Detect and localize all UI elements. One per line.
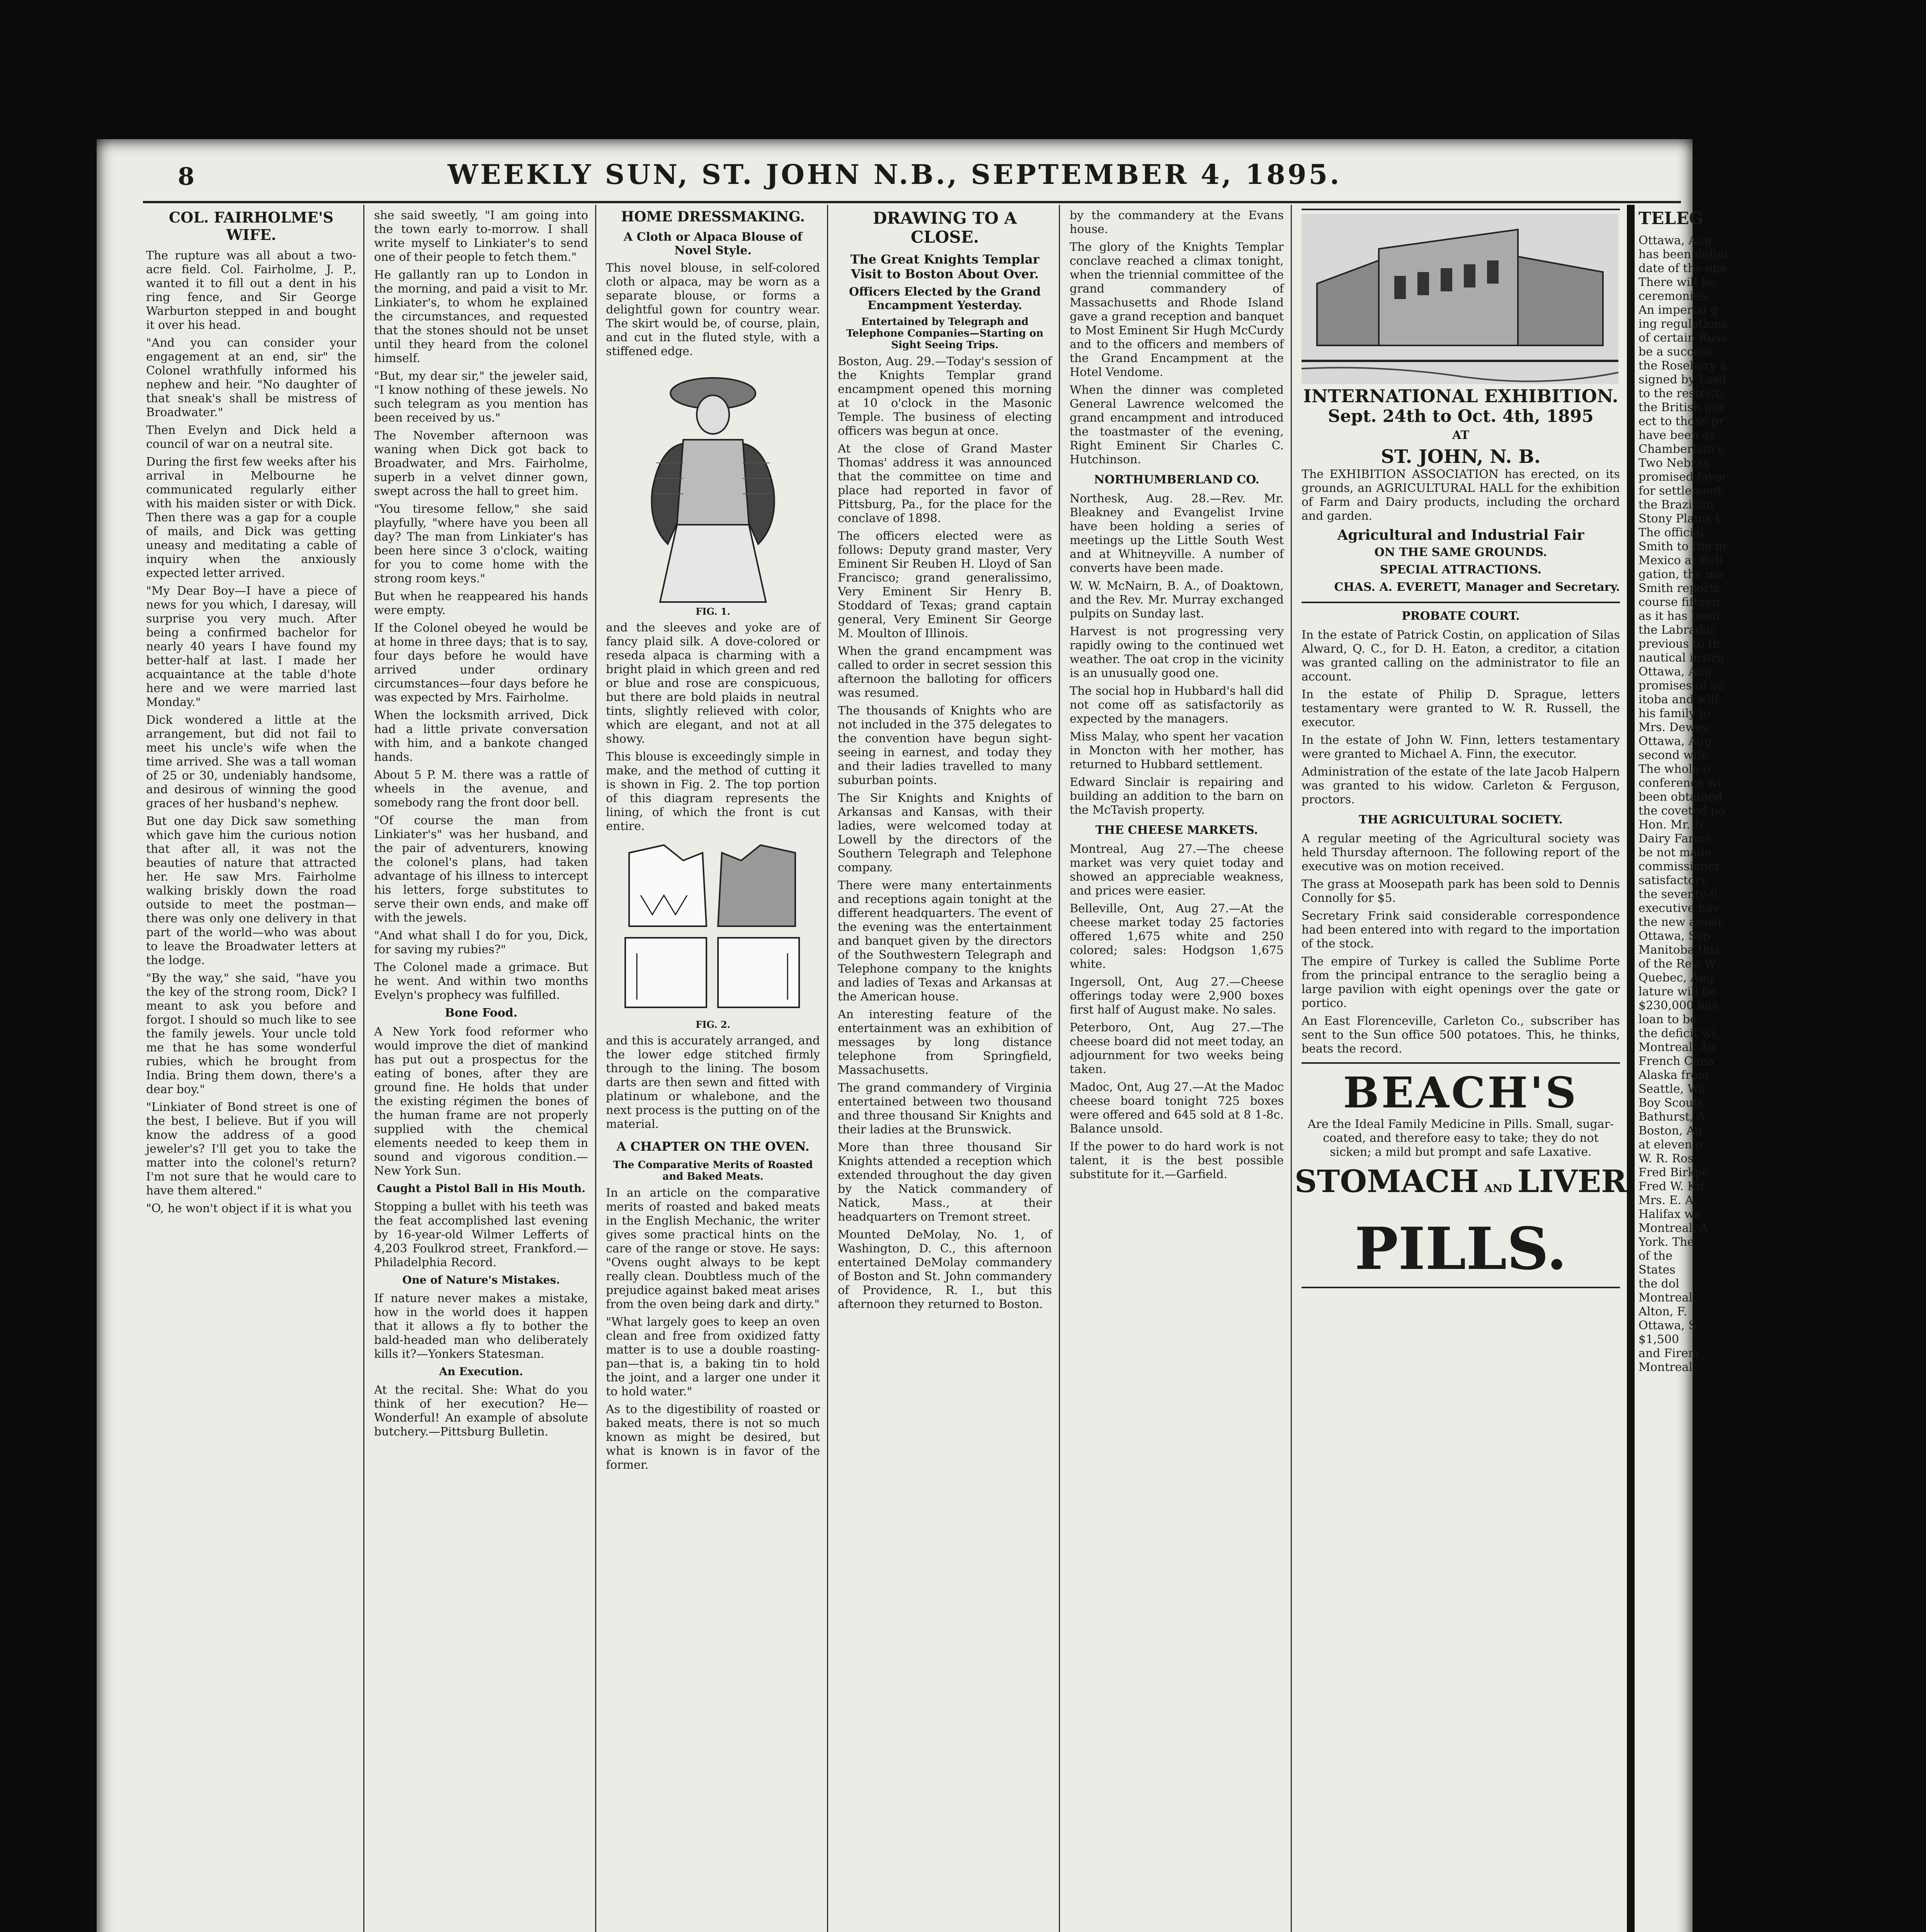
- article-paragraph: "Of course the man from Linkiater's" was her husband, and the pair of adventurers, knowing the colonel's plans, had taken advantage of his illness to intercept his letters, forge substitutes to serve their own ends, and make off with the jewels.: [374, 814, 588, 925]
- partial-line: An imperial g: [1638, 303, 1718, 317]
- article-paragraph: This blouse is exceedingly simple in make, and the method of cutting it is shown in Fig. 2. The top portion of this diagram represents the lining, of which the front is cut entire.: [606, 750, 820, 833]
- section-heading: One of Nature's Mistakes.: [402, 1274, 560, 1286]
- article-paragraph: A New York food reformer who would improve the diet of mankind has put out a prospectus for the eating of bones, after they are ground fine. He holds that under the existing régimen the bones of the human frame are not properly supplied with the chemical elements needed to keep them in sound and vigorous condition.—New York Sun.: [374, 1025, 588, 1178]
- article-paragraph: The empire of Turkey is called the Sublime Porte from the principal entrance to the seraglio being a large pavilion with eight openings over the gate or portico.: [1302, 955, 1620, 1010]
- partial-line: $1,500: [1638, 1333, 1679, 1346]
- partial-line: be a success,: [1638, 345, 1716, 359]
- column-7-partial: [1638, 209, 1728, 1932]
- article-paragraph: "O, he won't object if it is what you: [146, 1202, 352, 1215]
- section-heading: Caught a Pistol Ball in His Mouth.: [377, 1182, 585, 1195]
- article-paragraph: In the estate of Philip D. Sprague, letters testamentary were granted to W. R. Russell, the executor.: [1302, 688, 1620, 729]
- section-heading: THE AGRICULTURAL SOCIETY.: [1359, 813, 1563, 827]
- partial-lines: [1638, 234, 1728, 1374]
- article-paragraph: The grand commandery of Virginia entertained between two thousand and three thousand Sir Knights and their ladies at the Brunswick.: [838, 1081, 1052, 1136]
- exhibition-advertisement: [1302, 209, 1620, 603]
- partial-line: of the Rev. W: [1638, 957, 1717, 971]
- section-heading: THE CHEESE MARKETS.: [1095, 823, 1258, 837]
- article-paragraph: The Sir Knights and Knights of Arkansas and Kansas, with their ladies, were welcomed today at Lowell by the directors of the Southern Telegraph and Telephone company.: [838, 791, 1052, 874]
- partial-line: Manitoba this: [1638, 943, 1720, 957]
- partial-line: W. R. Ros: [1638, 1152, 1694, 1165]
- article-paragraph: Dick wondered a little at the arrangement, but did not fail to meet his uncle's wife when the time arrived. She was a tall woman of 25 or 30, undeniably handsome, and desirous of winning the good graces of her husband's nephew.: [146, 713, 356, 810]
- partial-line: the Brazilian: [1638, 498, 1714, 512]
- partial-line: French Cana: [1638, 1054, 1714, 1068]
- partial-line: promised favor: [1638, 470, 1727, 484]
- masthead: [97, 139, 1693, 197]
- article-paragraph: "Linkiater of Bond street is one of the best, I believe. But if you will know the address of a good jeweler's? I'll get you to take the matter into the colonel's return? I'm not sure that he would care to have them altered.": [146, 1100, 356, 1197]
- article-paragraph: At the recital. She: What do you think of her execution? He—Wonderful! An example of absolute butchery.—Pittsburg Bulletin.: [374, 1383, 588, 1439]
- article-paragraph: The thousands of Knights who are not included in the 375 delegates to the convention have begun sight-seeing in earnest, and today they and their ladies travelled to many suburban points.: [838, 704, 1052, 787]
- article-subheading: The Comparative Merits of Roasted and Baked Meats.: [613, 1159, 813, 1182]
- article-paragraph: Miss Malay, who spent her vacation in Moncton with her mother, has returned to Hubbard settlement.: [1070, 730, 1284, 771]
- article-paragraph: "And you can consider your engagement at an end, sir" the Colonel wrathfully informed his nephew and heir. "No daughter of that sneak's shall be mistress of Broadwater.": [146, 336, 356, 419]
- beach-stomach: STOMACH: [1295, 1163, 1479, 1199]
- article-paragraph: Madoc, Ont, Aug 27.—At the Madoc cheese board tonight 725 boxes were offered and 645 sold at 8 1-8c. Balance unsold.: [1070, 1080, 1284, 1136]
- partial-line: Chamberlain's: [1638, 442, 1724, 456]
- article-paragraph: "You tiresome fellow," she said playfully, "where have you been all day? The man from Linkiater's has been here since 3 o'clock, waiting for you to come home with the strong room keys.": [374, 502, 588, 585]
- partial-line: gation, the mo: [1638, 568, 1724, 581]
- column-rule: [1291, 205, 1292, 1932]
- partial-line: commissioner: [1638, 860, 1720, 873]
- exhibition-dates: Sept. 24th to Oct. 4th, 1895: [1328, 406, 1594, 426]
- partial-line: Boston, Au: [1638, 1124, 1702, 1138]
- article-paragraph: and this is accurately arranged, and the lower edge stitched firmly through to the lining. The bosom darts are then sewn and fitted with platinum or whalebone, and the next process is the putting on of the material.: [606, 1034, 820, 1131]
- article-paragraph: During the first few weeks after his arrival in Melbourne he communicated regularly either with his maiden sister or with Dick. Then there was a gap for a couple of mails, and Dick was getting uneasy and meditating a cable of inquiry when the anxiously expected letter arrived.: [146, 455, 356, 580]
- partial-line: Mexico at Bell: [1638, 554, 1723, 567]
- article-paragraph: In the estate of John W. Finn, letters testamentary were granted to Michael A. Finn, the executor.: [1302, 733, 1620, 761]
- partial-line: to the restricti: [1638, 387, 1724, 400]
- partial-line: Ottawa, Sep: [1638, 929, 1711, 943]
- exhibition-grounds: ON THE SAME GROUNDS.: [1374, 546, 1547, 559]
- exhibition-place: ST. JOHN, N. B.: [1381, 446, 1541, 468]
- partial-line: ing regulations: [1638, 317, 1728, 331]
- article-paragraph: Boston, Aug. 29.—Today's session of the Knights Templar grand encampment opened this morning at 10 o'clock in the Masonic Temple. The business of electing officers was begun at once.: [838, 355, 1052, 438]
- article-paragraph: The grass at Moosepath park has been sold to Dennis Connolly for $5.: [1302, 878, 1620, 905]
- article-subheading: Officers Elected by the Grand Encampment Yesterday.: [849, 285, 1041, 312]
- partial-line: at eleven o': [1638, 1138, 1706, 1151]
- partial-line: loan to be: [1638, 1013, 1697, 1026]
- article-paragraph: "What largely goes to keep an oven clean and free from oxidized fatty matter is to use a double roasting-pan—that is, a baking tin to hold the joint, and a larger one under it to hold water.": [606, 1315, 820, 1398]
- partial-line: satisfactory: [1638, 874, 1707, 887]
- article-paragraph: When the grand encampment was called to order in secret session this afternoon the balloting for officers was resumed.: [838, 645, 1052, 700]
- article-paragraph: When the dinner was completed General Lawrence welcomed the grand encampment and introduced the toastmaster of the evening, Right Eminent Sir Charles C. Hutchinson.: [1070, 383, 1284, 466]
- partial-line: of certain Russ: [1638, 331, 1727, 345]
- exhibition-fair: Agricultural and Industrial Fair: [1337, 527, 1584, 543]
- column-2: [367, 209, 595, 1932]
- article-paragraph: "My Dear Boy—I have a piece of news for you which, I daresay, will surprise you very much. After being a confirmed bachelor for nearly 40 years I have found my better-half at last. I made her acquaintance at the table d'hote here and we were married last Monday.": [146, 584, 356, 709]
- column-rule: [363, 205, 364, 1932]
- article-paragraph: But one day Dick saw something which gave him the curious notion that after all, it was not the beauties of nature that attracted her. He saw Mrs. Fairholme walking briskly down the road outside to meet the postman—there was only one delivery in that part of the world—who was about to leave the Broadwater letters at the lodge.: [146, 815, 356, 967]
- partial-line: Montreal, A: [1638, 1221, 1708, 1235]
- article-paragraph: If the power to do hard work is not talent, it is the best possible substitute for it.—Garfield.: [1070, 1140, 1284, 1181]
- article-subheading: A Cloth or Alpaca Blouse of Novel Style.: [623, 230, 803, 257]
- partial-line: Smith reports: [1638, 582, 1720, 595]
- column-4: [831, 209, 1059, 1932]
- article-heading: A CHAPTER ON THE OVEN.: [616, 1139, 810, 1154]
- partial-line: the seventy-fi: [1638, 888, 1718, 901]
- article-paragraph: Then Evelyn and Dick held a council of war on a neutral site.: [146, 423, 356, 451]
- partial-line: Fred W. Kir: [1638, 1180, 1705, 1193]
- exhibition-title: INTERNATIONAL EXHIBITION.: [1303, 386, 1618, 406]
- article-paragraph: At the close of Grand Master Thomas' address it was announced that the committee on time and place had reported in favor of Pittsburg, Pa., for the place for the conclave of 1898.: [838, 442, 1052, 525]
- partial-line: been obtained: [1638, 790, 1722, 804]
- exhibition-special: SPECIAL ATTRACTIONS.: [1380, 563, 1542, 577]
- article-paragraph: But when he reappeared his hands were empty.: [374, 590, 588, 617]
- partial-line: Montreal,: [1638, 1361, 1696, 1374]
- partial-line: $230,000 has: [1638, 999, 1718, 1012]
- article-paragraph: In an article on the comparative merits of roasted and baked meats in the English Mechanic, the writer gives some practical hints on the care of the range or stove. He says: "Ovens ought always to be kept really clean. Doubtless much of the prejudice against baked meat arises from the oven being dark and dirty.": [606, 1186, 820, 1311]
- article-heading: TELEG: [1638, 209, 1704, 228]
- partial-line: Ottawa, Aug: [1638, 665, 1712, 679]
- partial-line: Two Nebras: [1638, 456, 1710, 470]
- article-paragraph: A regular meeting of the Agricultural society was held Thursday afternoon. The following report of the executive was on motion received.: [1302, 832, 1620, 873]
- partial-line: second wife.: [1638, 748, 1712, 762]
- article-paragraph: Mounted DeMolay, No. 1, of Washington, D. C., this afternoon entertained DeMolay commandery of Boston and St. John commandery of Providence, R. I., but this afternoon they returned to Boston.: [838, 1228, 1052, 1311]
- partial-line: the deficit wi: [1638, 1027, 1715, 1040]
- partial-line: York. The: [1638, 1235, 1694, 1249]
- article-paragraph: This novel blouse, in self-colored cloth or alpaca, may be worn as a separate blouse, or forms a delightful gown for country wear. The skirt would be, of course, plain, and cut in the fluted style, with a stiffened edge.: [606, 261, 820, 358]
- partial-line: itoba and will: [1638, 693, 1718, 706]
- partial-line: Hon. Mr. Iv: [1638, 818, 1705, 832]
- article-paragraph: "By the way," she said, "have you the key of the strong room, Dick? I meant to ask you before and forgot. I should so much like to see the family jewels. Your uncle told me that he has some wonderful rubies, which he brought from India. Bring them down, there's a dear boy.": [146, 971, 356, 1096]
- partial-line: Montreal,: [1638, 1291, 1696, 1304]
- column-rule: [1059, 205, 1060, 1932]
- article-paragraph: If the Colonel obeyed he would be at home in three days; that is to say, four days before he would have arrived under ordinary circumstances—four days before he was expected by Mrs. Fairholme.: [374, 621, 588, 704]
- partial-line: ceremonies.: [1638, 289, 1710, 303]
- partial-line: Montreal, Au: [1638, 1041, 1716, 1054]
- article-paragraph: If nature never makes a mistake, how in the world does it happen that it allows a fly to bother the bald-headed man who deliberately kills it?—Yonkers Statesman.: [374, 1292, 588, 1361]
- article-paragraph: An interesting feature of the entertainment was an exhibition of messages by long distance telephone from Springfield, Massachusetts.: [838, 1008, 1052, 1077]
- beach-and: AND: [1484, 1182, 1512, 1195]
- article-paragraph: Belleville, Ont, Aug 27.—At the cheese market today 25 factories offered 1,675 white and 250 colored; sales: Hodgson 1,675 white.: [1070, 902, 1284, 971]
- article-paragraph: The November afternoon was waning when Dick got back to Broadwater, and Mrs. Fairholme, superb in a velvet dinner gown, swept across the hall to greet him.: [374, 429, 588, 498]
- exhibition-at: AT: [1452, 429, 1469, 442]
- partial-line: There will be: [1638, 276, 1716, 289]
- article-heading: HOME DRESSMAKING.: [621, 209, 805, 225]
- partial-line: lature will be: [1638, 985, 1717, 998]
- article-paragraph: About 5 P. M. there was a rattle of wheels in the avenue, and somebody rang the front door bell.: [374, 768, 588, 810]
- article-paragraph: More than three thousand Sir Knights attended a reception which extended throughout the day given by the Natick commandery of Natick, Mass., at their headquarters on Tremont street.: [838, 1141, 1052, 1224]
- article-paragraph: When the locksmith arrived, Dick had a little private conversation with him, and a bankote changed hands.: [374, 709, 588, 764]
- article-paragraph: As to the digestibility of roasted or baked meats, there is not so much known as might be desired, but what is known is in favor of the former.: [606, 1403, 820, 1472]
- article-heading: COL. FAIRHOLME'S WIFE.: [169, 209, 333, 243]
- beach-title: BEACH'S: [1343, 1068, 1579, 1117]
- article-paragraph: The glory of the Knights Templar conclave reached a climax tonight, when the triennial committee of the grand commandery of Massachusetts and Rhode Island gave a grand reception and banquet to Most Eminent Sir Hugh McCurdy and to the officers and members of the Grand Encampment at the Hotel Vendome.: [1070, 240, 1284, 379]
- partial-line: Alton, F.: [1638, 1305, 1687, 1318]
- page-fold: [1627, 205, 1635, 1932]
- article-paragraph: Secretary Frink said considerable correspondence had been entered into with regard to the importation of the stock.: [1302, 909, 1620, 951]
- partial-line: signed by Lord: [1638, 373, 1727, 386]
- beach-body: Are the Ideal Family Medicine in Pills. Small, sugar-coated, and therefore easy to take; they do not sicken; a mild but prompt and safe Laxative.: [1307, 1117, 1614, 1159]
- beach-liver: LIVER: [1517, 1163, 1627, 1199]
- masthead-rule: [143, 201, 1681, 203]
- partial-line: Quebec, Aug: [1638, 971, 1714, 985]
- article-paragraph: The social hop in Hubbard's hall did not come off as satisfactorily as expected by the managers.: [1070, 684, 1284, 726]
- article-paragraph: Montreal, Aug 27.—The cheese market was very quiet today and showed an appreciable weakness, and prices were easier.: [1070, 842, 1284, 898]
- column-rule: [595, 205, 596, 1932]
- partial-line: Alaska from: [1638, 1068, 1709, 1082]
- article-paragraph: Harvest is not progressing very rapidly owing to the continued wet weather. The oat crop in the vicinity is an unusually good one.: [1070, 625, 1284, 680]
- partial-line: Bathurst, A: [1638, 1110, 1706, 1124]
- partial-line: and Firem: [1638, 1347, 1699, 1360]
- article-paragraph: In the estate of Patrick Costin, on application of Silas Alward, Q. C., for D. H. Eaton, a creditor, a citation was granted calling on the administrator to file an account.: [1302, 628, 1620, 684]
- beach-pills: PILLS.: [1354, 1215, 1567, 1283]
- article-paragraph: by the commandery at the Evans house.: [1070, 209, 1284, 236]
- column-1: [139, 209, 363, 1932]
- article-paragraph: Northesk, Aug. 28.—Rev. Mr. Bleakney and Evangelist Irvine have been holding a series of meetings up the Little South West and at Whitneyville. A number of converts have been made.: [1070, 492, 1284, 575]
- section-heading: Bone Food.: [445, 1006, 517, 1020]
- exhibition-building-illustration: [1302, 214, 1618, 384]
- blouse-illustration: [606, 362, 820, 602]
- partial-line: Fred Birkpe: [1638, 1166, 1709, 1179]
- column-5: [1063, 209, 1291, 1932]
- section-heading: PROBATE COURT.: [1402, 609, 1520, 623]
- partial-line: the Rosebery a: [1638, 359, 1727, 372]
- article-heading: DRAWING TO A CLOSE.: [873, 209, 1017, 247]
- article-paragraph: The EXHIBITION ASSOCIATION has erected, on its grounds, an AGRICULTURAL HALL for the exhibition of Farm and Dairy products, including the orchard and garden.: [1302, 468, 1620, 523]
- page-number: 8: [178, 162, 195, 190]
- article-paragraph: Stopping a bullet with his teeth was the feat accomplished last evening by 16-year-old Wilmer Lefferts of 4,203 Foulkrod street, Frankford.—Philadelphia Record.: [374, 1200, 588, 1269]
- partial-line: Ottawa, Aug: [1638, 234, 1712, 247]
- partial-line: Mrs. E. A.: [1638, 1194, 1697, 1207]
- article-paragraph: W. W. McNairn, B. A., of Doaktown, and the Rev. Mr. Murray exchanged pulpits on Sunday last.: [1070, 579, 1284, 621]
- partial-line: Mrs. Dewey,: [1638, 721, 1711, 734]
- partial-line: his family to: [1638, 707, 1711, 720]
- partial-line: as it has been: [1638, 609, 1720, 623]
- article-paragraph: Edward Sinclair is repairing and building an addition to the barn on the McTavish property.: [1070, 776, 1284, 817]
- partial-line: date of the ope: [1638, 262, 1727, 275]
- partial-line: the new assist: [1638, 915, 1722, 929]
- article-paragraph: "But, my dear sir," the jeweler said, "I know nothing of these jewels. No such telegram as you mention has been received by us.": [374, 369, 588, 425]
- partial-line: The whole o: [1638, 762, 1710, 776]
- partial-line: Dairy Farme: [1638, 832, 1712, 845]
- partial-line: Smith to the m: [1638, 540, 1726, 553]
- article-paragraph: she said sweetly, "I am going into the town early to-morrow. I shall write myself to Linkiater's to send one of their people to fetch them.": [374, 209, 588, 264]
- article-paragraph: The officers elected were as follows: Deputy grand master, Very Eminent Sir Reuben H. Lloyd of San Francisco; grand generalissimo, Very Eminent Sir Henry B. Stoddard of Texas; grand captain general, Very Eminent Sir George M. Moulton of Illinois.: [838, 529, 1052, 640]
- section-heading: NORTHUMBERLAND CO.: [1094, 473, 1260, 486]
- partial-line: previous to th: [1638, 637, 1720, 651]
- partial-line: have been as: [1638, 429, 1715, 442]
- newspaper-page: [97, 139, 1728, 1932]
- article-paragraph: Peterboro, Ont, Aug 27.—The cheese board did not meet today, an adjournment for two weeks being taken.: [1070, 1021, 1284, 1076]
- column-3: [599, 209, 827, 1932]
- figure-caption: FIG. 2.: [696, 1019, 730, 1030]
- article-paragraph: The rupture was all about a two-acre field. Col. Fairholme, J. P., wanted it to fill out a dent in his ring fence, and Sir George Warburton stepped in and bought it over his head.: [146, 249, 356, 332]
- partial-line: has been defini: [1638, 248, 1728, 261]
- partial-line: Stony Plains t: [1638, 512, 1720, 526]
- article-paragraph: "And what shall I do for you, Dick, for saving my rubies?": [374, 929, 588, 956]
- article-subheading: Entertained by Telegraph and Telephone Companies—Starting on Sight Seeing Trips.: [846, 316, 1044, 351]
- article-paragraph: An East Florenceville, Carleton Co., subscriber has sent to the Sun office 500 potatoes. This, he thinks, beats the record.: [1302, 1014, 1620, 1056]
- article-paragraph: and the sleeves and yoke are of fancy plaid silk. A dove-colored or reseda alpaca is charming with a bright plaid in which green and red or blue and rose are conspicuous, but there are bold plaids in neutral tints, slightly relieved with color, which are elegant, and not at all showy.: [606, 621, 820, 746]
- masthead-title: WEEKLY SUN, ST. JOHN N.B., SEPTEMBER 4, 1895.: [447, 158, 1342, 190]
- partial-line: The official: [1638, 526, 1704, 539]
- partial-line: the Labrador: [1638, 623, 1716, 637]
- partial-line: Halifax wa: [1638, 1208, 1701, 1221]
- partial-line: nautical instru: [1638, 651, 1725, 665]
- partial-line: Ottawa, S: [1638, 1319, 1696, 1332]
- partial-line: for settlement.: [1638, 484, 1725, 498]
- partial-line: the coveted po: [1638, 804, 1725, 818]
- partial-line: the British gov: [1638, 401, 1725, 414]
- article-subheading: The Great Knights Templar Visit to Boston About Over.: [850, 252, 1040, 281]
- article-paragraph: Ingersoll, Ont, Aug 27.—Cheese offerings today were 2,900 boxes first half of August make. No sales.: [1070, 975, 1284, 1017]
- exhibition-signature: CHAS. A. EVERETT, Manager and Secretary.: [1334, 580, 1620, 594]
- column-6: [1295, 209, 1627, 1932]
- article-paragraph: Administration of the estate of the late Jacob Halpern was granted to his widow. Carleton & Ferguson, proctors.: [1302, 765, 1620, 806]
- partial-line: ect to those pr: [1638, 415, 1724, 428]
- column-rule: [827, 205, 828, 1932]
- partial-line: Seattle, Wa: [1638, 1082, 1705, 1096]
- partial-line: be not made: [1638, 846, 1712, 859]
- partial-line: the dol: [1638, 1277, 1679, 1291]
- article-paragraph: There were many entertainments and receptions again tonight at the different headquarters. The event of the evening was the entertainment and banquet given by the directors of the Southwestern Telegraph and Telephone company to the knights and ladies of Texas and Arkansas at the American house.: [838, 879, 1052, 1003]
- article-paragraph: The Colonel made a grimace. But he went. And within two months Evelyn's prophecy was fulfilled.: [374, 961, 588, 1002]
- partial-line: States: [1638, 1263, 1676, 1277]
- partial-line: executive hav: [1638, 901, 1719, 915]
- partial-line: Boy Scouts,: [1638, 1096, 1708, 1110]
- partial-line: course fifteen: [1638, 595, 1720, 609]
- partial-line: conference wi: [1638, 776, 1721, 790]
- partial-line: Ottawa, Aug: [1638, 735, 1712, 748]
- partial-line: promises of su: [1638, 679, 1724, 692]
- figure-caption: FIG. 1.: [696, 606, 730, 617]
- beach-stomach-liver: [1295, 1163, 1627, 1199]
- partial-line: of the: [1638, 1249, 1672, 1263]
- beach-pills-advertisement: [1295, 1062, 1627, 1288]
- section-heading: An Execution.: [439, 1365, 523, 1378]
- pattern-diagram: [606, 837, 820, 1015]
- article-paragraph: He gallantly ran up to London in the morning, and paid a visit to Mr. Linkiater's, to whom he explained the circumstances, and requested that the stones should not be unset until they heard from the colonel himself.: [374, 268, 588, 365]
